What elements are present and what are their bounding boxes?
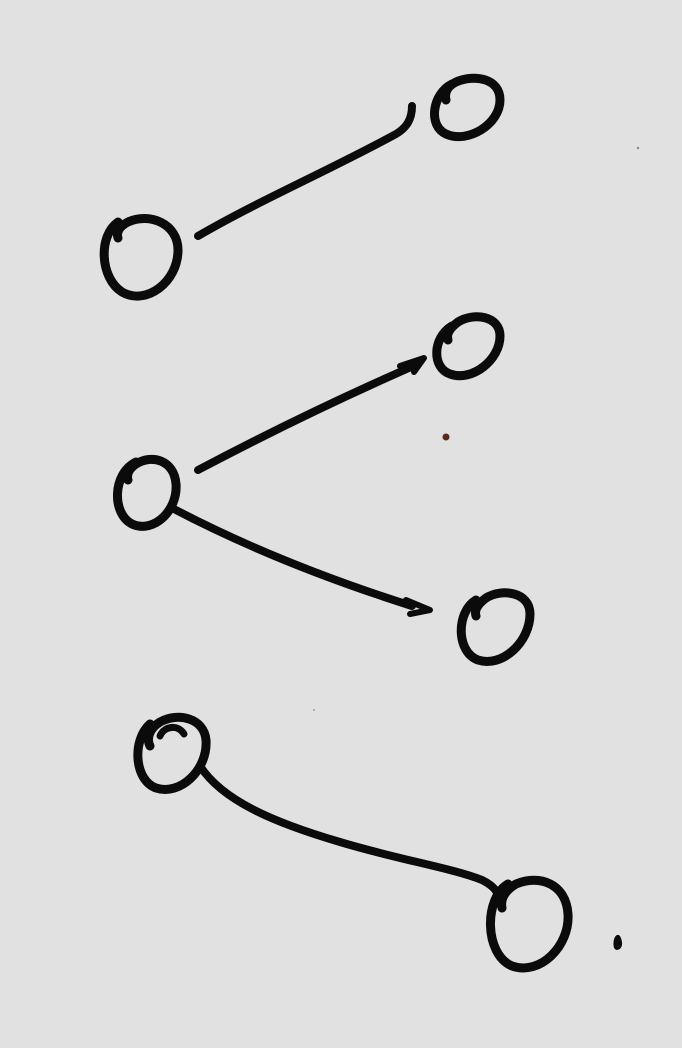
speck	[313, 709, 315, 711]
speck	[443, 434, 450, 441]
speck	[637, 147, 639, 149]
